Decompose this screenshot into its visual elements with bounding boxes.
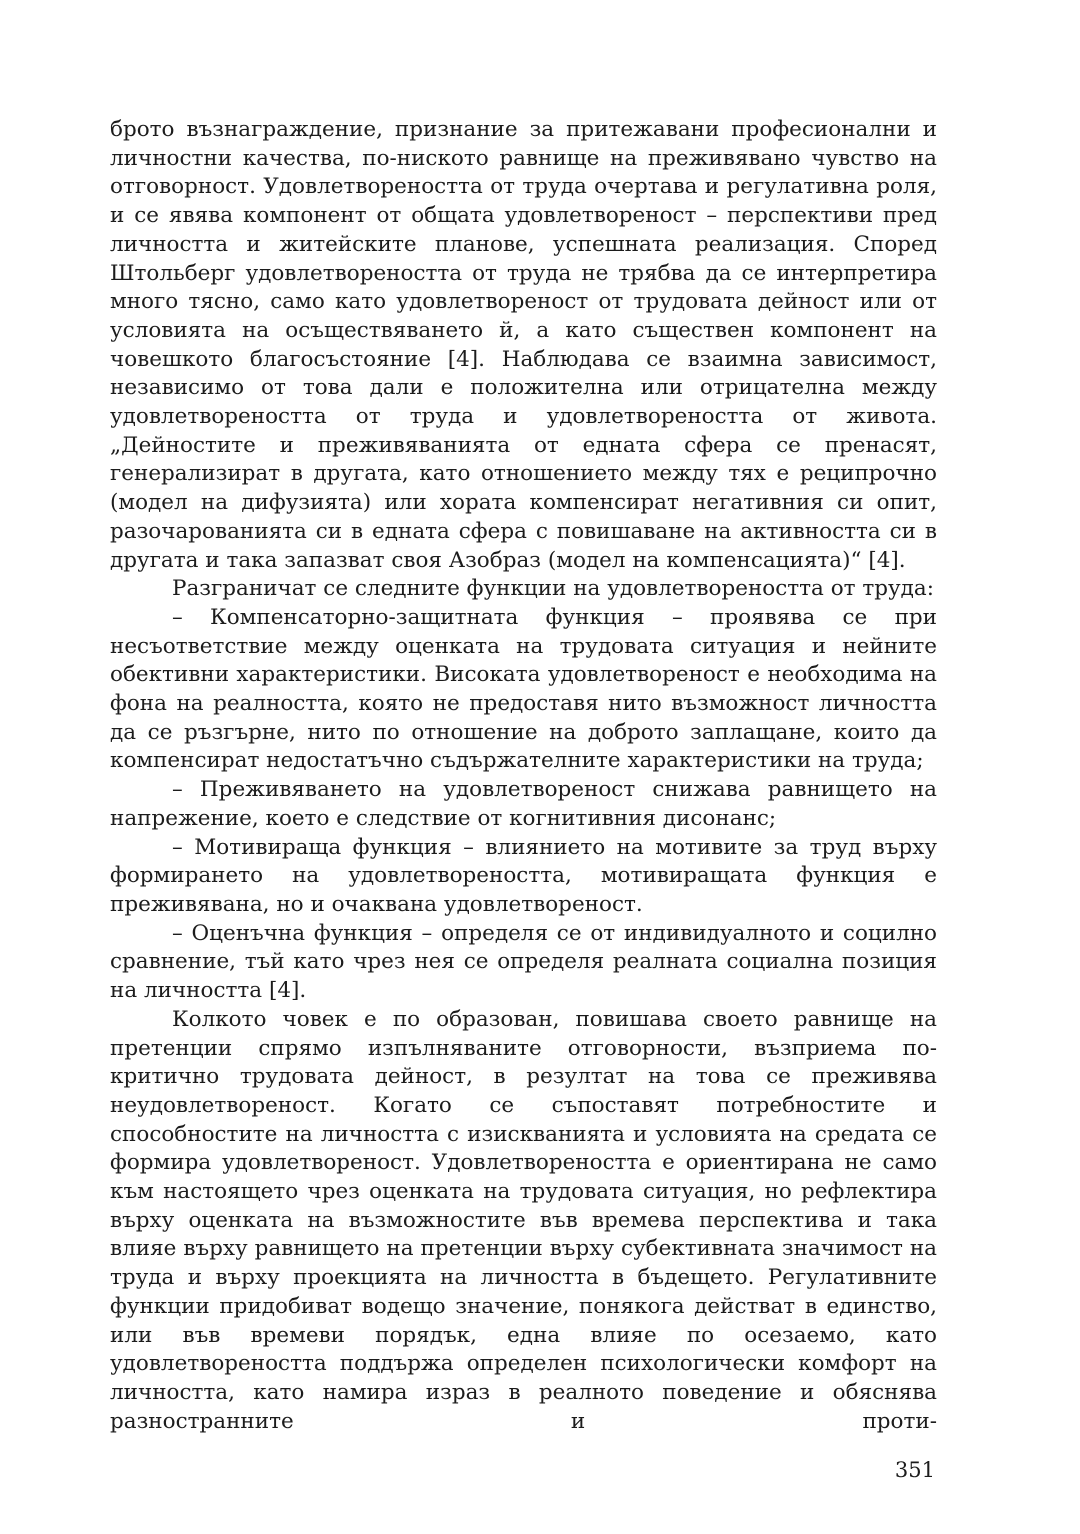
paragraph-functions-intro: Разграничат се следните функции на удовлетвореността от труда: bbox=[172, 576, 934, 602]
body-text bbox=[110, 116, 937, 1436]
paragraph-tension-reduction: – Преживяването на удовлетвореност снижава равнището на напрежение, което е следствие от когнитивния дисонанс; bbox=[110, 777, 937, 831]
paragraph-continuation: брото възнаграждение, признание за притежавани професионални и личностни качества, по-ниското равнище на преживявано чувство на отговорност. Удовлетвореността от труда очертава и регулативна роля, и се явява компонент от общата удовлетвореност – перспективи пред личността и житейските планове, успешната реализация. Според Штольберг удовлетвореността от труда не трябва да се интерпретира много тясно, само като удовлетвореност от трудовата дейност или от условията на осъществяването й, а като съществен компонент на човешкото благосъстояние [4]. Наблюдава се взаимна зависимост, независимо от това дали е положителна или отрицателна между удовлетвореността от труда и удовлетвореността от живота. „Дейностите и преживяванията от едната сфера се пренасят, генерализират в другата, като отношението между тях е реципрочно (модел на дифузията) или хората компенсират негативния си опит, разочарованията си в едната сфера с повишаване на активността си в другата и така запазват своя Азобраз (модел на компенсацията)“ [4]. bbox=[110, 117, 937, 573]
page-number: 351 bbox=[894, 1458, 935, 1482]
paragraph-education-satisfaction: Колкото човек е по образован, повишава своето равнище на претенции спрямо изпълняваните отговорности, възприема по-критично трудовата дейност, в резултат на това се преживява неудовлетвореност. Когато се съпоставят потребностите и способностите на личността с изискванията и условията на средата се формира удовлетвореност. Удовлетвореността е ориентирана не само към настоящето чрез оценката на трудовата ситуация, но рефлектира върху оценката на възможностите във времева перспектива и така влияе върху равнището на претенции върху субективната значимост на труда и върху проекцията на личността в бъдещето. Регулативните функции придобиват водещо значение, понякога действат в единство, или във времеви порядък, една влияе по осезаемо, като удовлетвореността поддържа определен психологически комфорт на личността, като намира израз в реалното поведение и обяснява разностранните и проти- bbox=[110, 1006, 937, 1434]
paragraph-motivating-function: – Мотивираща функция – влиянието на мотивите за труд върху формирането на удовлетвореността, мотивиращата функция е преживявана, но и очаквана удовлетвореност. bbox=[110, 834, 937, 917]
paragraph-compensatory-function: – Компенсаторно-защитната функция – проявява се при несъответствие между оценката на трудовата ситуация и нейните обективни характеристики. Високата удовлетвореност е необходима на фона на реалността, която не предоставя нито възможност личността да се ръзгърне, нито по отношение на доброто заплащане, които да компенсират недостатъчно съдържателните характеристики на труда; bbox=[110, 604, 937, 774]
paragraph-evaluative-function: – Оценъчна функция – определя се от индивидуалното и социлно сравнение, тъй като чрез нея се определя реалната социална позиция на личността [4]. bbox=[110, 920, 937, 1004]
